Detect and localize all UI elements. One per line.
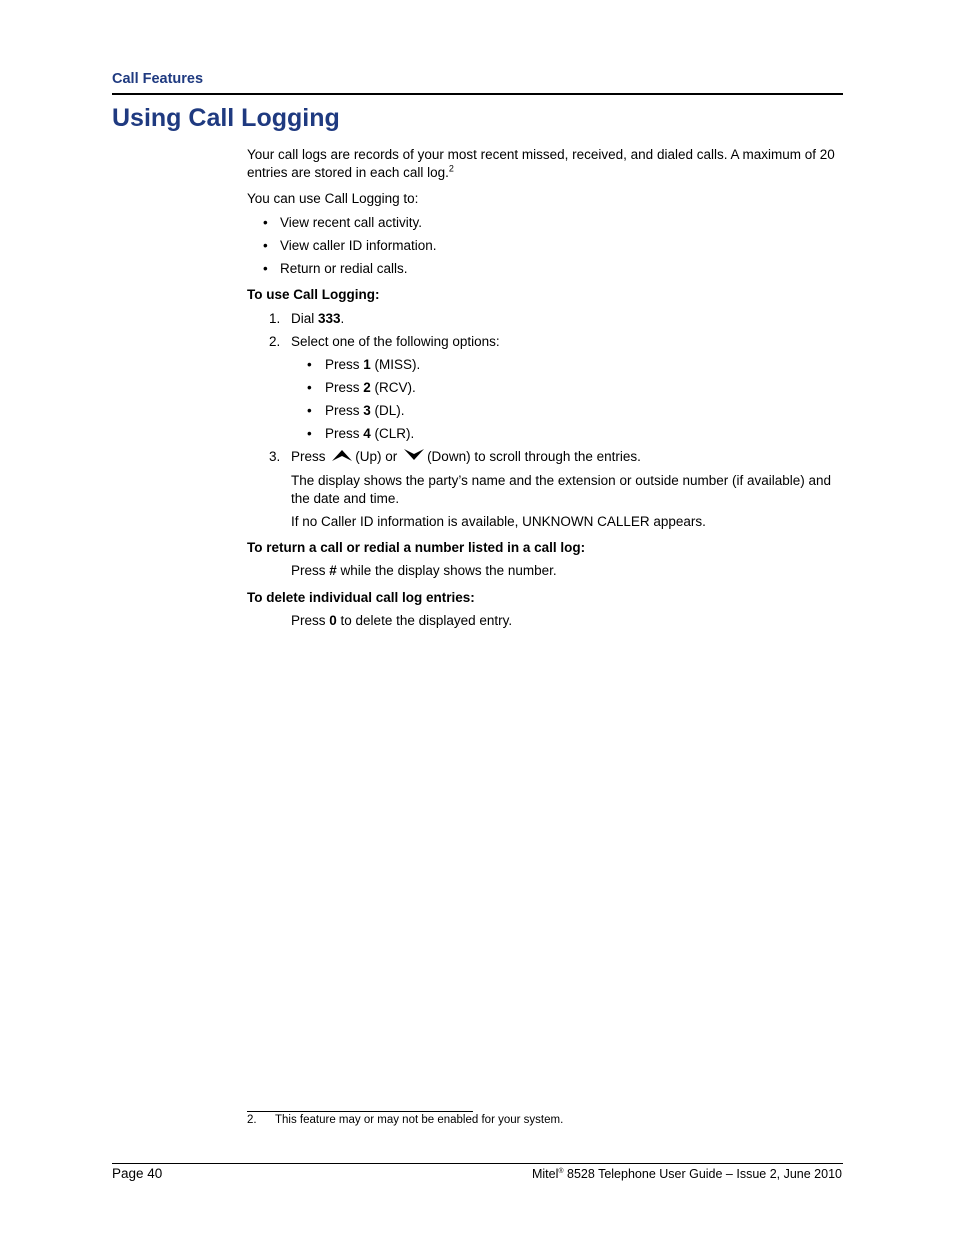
page-title: Using Call Logging bbox=[112, 104, 340, 132]
footnote bbox=[247, 1114, 563, 1126]
up-label: (Up) or bbox=[355, 449, 398, 464]
header-divider bbox=[112, 93, 843, 95]
footnote-text: This feature may or may not be enabled for your system. bbox=[275, 1114, 564, 1126]
section-header: Call Features bbox=[112, 71, 204, 87]
step-note: The display shows the party’s name and the extension or outside number (if available) and the date and time. bbox=[291, 473, 832, 506]
key-label: 0 bbox=[329, 612, 337, 628]
step-number: 1. bbox=[269, 310, 281, 326]
instruction-text: while the display shows the number. bbox=[336, 563, 557, 579]
registered-mark: ® bbox=[558, 1167, 564, 1175]
options-list bbox=[291, 356, 847, 443]
down-arrow-icon bbox=[403, 448, 425, 467]
instruction-text: Press bbox=[291, 563, 330, 579]
step-text: Dial bbox=[291, 310, 319, 326]
step-3 bbox=[247, 448, 847, 530]
list-item: • View caller ID information. bbox=[247, 237, 847, 255]
option-text: Press bbox=[325, 357, 364, 372]
procedure-heading: To use Call Logging: bbox=[247, 287, 380, 302]
list-item bbox=[291, 379, 847, 397]
guide-title: 8528 Telephone User Guide – Issue 2, June 2010 bbox=[563, 1167, 842, 1181]
option-text: Press bbox=[325, 426, 364, 441]
option-key: 3 bbox=[363, 403, 371, 418]
option-text: (DL). bbox=[370, 403, 405, 418]
page-number: Page 40 bbox=[112, 1166, 163, 1181]
intro-text: Your call logs are records of your most recent missed, received, and dialed calls. A maximum of 20 entries are stored in each call log. bbox=[247, 147, 835, 180]
footer-title bbox=[532, 1167, 842, 1181]
instruction-text: to delete the displayed entry. bbox=[336, 612, 513, 628]
down-label: (Down) to scroll through the entries. bbox=[427, 449, 641, 464]
list-item bbox=[291, 425, 847, 443]
step-text: Select one of the following options: bbox=[291, 333, 500, 349]
option-key: 1 bbox=[363, 357, 371, 372]
option-text: (RCV). bbox=[370, 380, 416, 395]
step-text: Press bbox=[291, 449, 326, 464]
procedure-steps bbox=[247, 310, 847, 531]
list-item: • Return or redial calls. bbox=[247, 260, 847, 278]
footnote-number: 2. bbox=[247, 1114, 257, 1126]
key-label: # bbox=[329, 563, 337, 579]
list-item: • View recent call activity. bbox=[247, 214, 847, 232]
list-item bbox=[291, 356, 847, 374]
step-number: 2. bbox=[269, 333, 281, 349]
main-content bbox=[247, 146, 847, 629]
brand-name: Mitel bbox=[531, 1167, 559, 1181]
intro-paragraph bbox=[247, 146, 847, 181]
footnote-ref: 2 bbox=[448, 163, 454, 173]
list-item bbox=[291, 402, 847, 420]
delete-heading: To delete individual call log entries: bbox=[247, 589, 475, 605]
up-arrow-icon bbox=[331, 448, 353, 467]
dial-code: 333 bbox=[318, 310, 341, 326]
delete-instruction bbox=[247, 612, 847, 630]
step-text: . bbox=[340, 310, 345, 326]
option-text: Press bbox=[325, 380, 364, 395]
redial-heading: To return a call or redial a number listed in a call log: bbox=[247, 540, 586, 556]
uses-intro: You can use Call Logging to: bbox=[247, 191, 419, 206]
redial-instruction bbox=[247, 562, 847, 580]
option-text: Press bbox=[325, 403, 364, 418]
footnote-divider bbox=[247, 1111, 473, 1112]
step-1 bbox=[247, 310, 847, 328]
option-key: 4 bbox=[363, 426, 371, 441]
option-text: (MISS). bbox=[370, 357, 421, 372]
step-note: If no Caller ID information is available, UNKNOWN CALLER appears. bbox=[291, 513, 706, 529]
uses-list bbox=[247, 214, 847, 278]
step-2 bbox=[247, 333, 847, 443]
option-text: (CLR). bbox=[370, 426, 415, 441]
footer-divider bbox=[112, 1163, 843, 1164]
instruction-text: Press bbox=[291, 612, 330, 628]
option-key: 2 bbox=[363, 380, 371, 395]
step-number: 3. bbox=[269, 449, 281, 464]
